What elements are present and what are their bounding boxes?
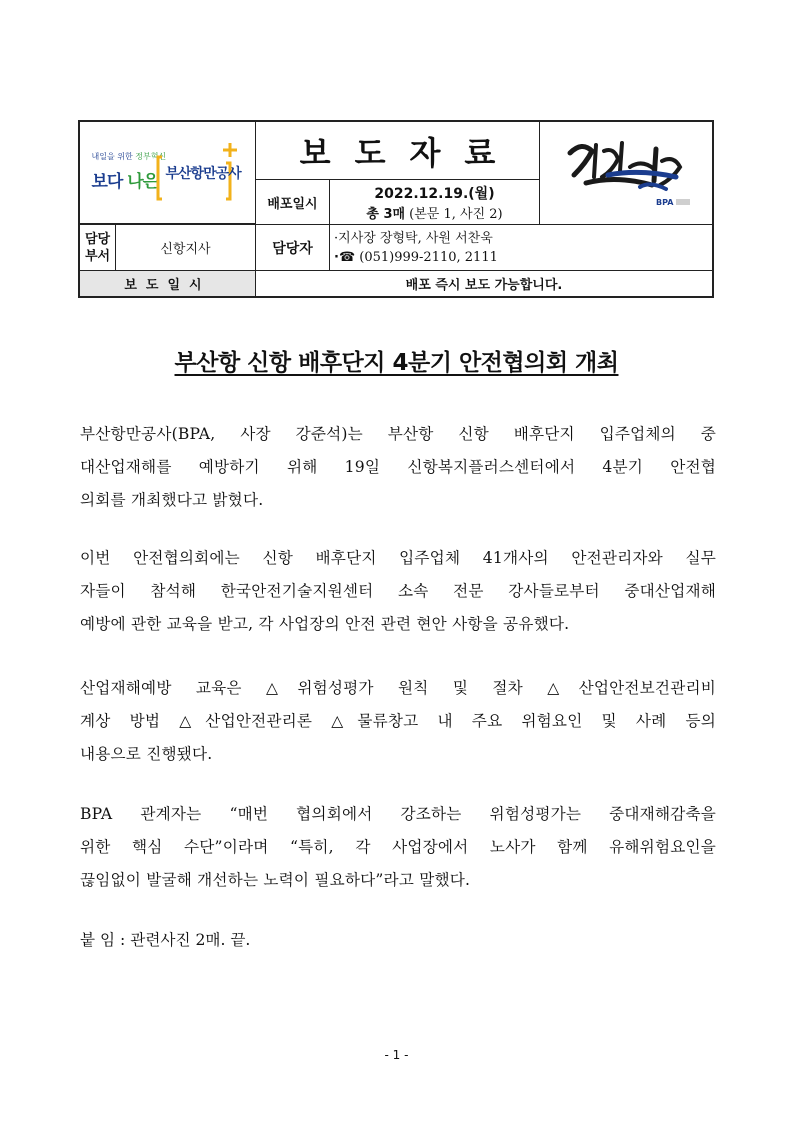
person-phone: ·☎ (051)999-2110, 2111 (334, 249, 498, 265)
article-paragraph-3: 산업재해예방 교육은 △위험성평가 원칙 및 절차 △산업안전보건관리비 계상 방법 △산업안전관리론 △물류창고 내 주요 위험요인 및 사례 등의 내용으로 진행됐다. (80, 679, 716, 763)
person-contact (330, 224, 712, 270)
distribution-date: 2022.12.19.(월) (374, 185, 495, 202)
dept-value: 신항지사 (116, 224, 256, 270)
logo-org-name: 부산항만공사 (165, 165, 241, 182)
logo-slogan: 보다 나은 (91, 171, 159, 192)
logo-cell-right (540, 122, 712, 224)
logo-cell-left (80, 122, 256, 224)
bpa-brand-mark: BPA (656, 198, 674, 207)
article-headline: 부산항 신항 배후단지 4분기 안전협의회 개최 (174, 350, 619, 376)
article-paragraph-2: 이번 안전협의회에는 신항 배후단지 입주업체 41개사의 안전관리자와 실무 자들이 참석해 한국안전기술지원센터 소속 전문 강사들로부터 중대산업재해 예방에 관한 교육을 받고, 각 사업장의 안전 관련 현안 사항을 공유했다. (80, 549, 716, 633)
article-paragraph-4: BPA 관계자는 “매번 협의회에서 강조하는 위험성평가는 중대재해감축을 위한 핵심 수단”이라며 “특히, 각 사업장에서 노사가 함께 유해위험요인을 끊임없이 발굴해 개선하는 노력이 필요하다”라고 말했다. (80, 805, 716, 889)
attachment-note: 붙 임 : 관련사진 2매. 끝. (80, 931, 251, 949)
distribution-info (330, 180, 540, 224)
title-cell (256, 122, 540, 180)
person-names: ·지사장 장형탁, 사원 서찬욱 (334, 230, 493, 246)
distribution-label: 배포일시 (256, 180, 330, 224)
person-label: 담당자 (256, 224, 330, 270)
busan-port-slogan-logo (556, 131, 696, 215)
release-value: 배포 즉시 보도 가능합니다. (256, 270, 712, 296)
page-number: - 1 - (384, 1048, 409, 1062)
release-label: 보도일시 (80, 270, 256, 296)
bpa-logo (86, 131, 250, 215)
logo-tagline: 내일을 위한 정부혁신 (91, 151, 167, 161)
document-title: 보도자료 (299, 133, 520, 172)
phone-icon: ·☎ (334, 249, 356, 265)
press-release-header-table (78, 120, 714, 298)
article-paragraph-1: 부산항만공사(BPA, 사장 강준석)는 부산항 신항 배후단지 입주업체의 중 대산업재해를 예방하기 위해 19일 신항복지플러스센터에서 4분기 안전협 의회를 개최했다고 밝혔다. (80, 425, 716, 509)
dept-label: 담당 부서 (80, 224, 116, 270)
calligraphy-brush-icon (570, 143, 680, 185)
page-count: 총 3매 (본문 1, 사진 2) (366, 206, 503, 222)
